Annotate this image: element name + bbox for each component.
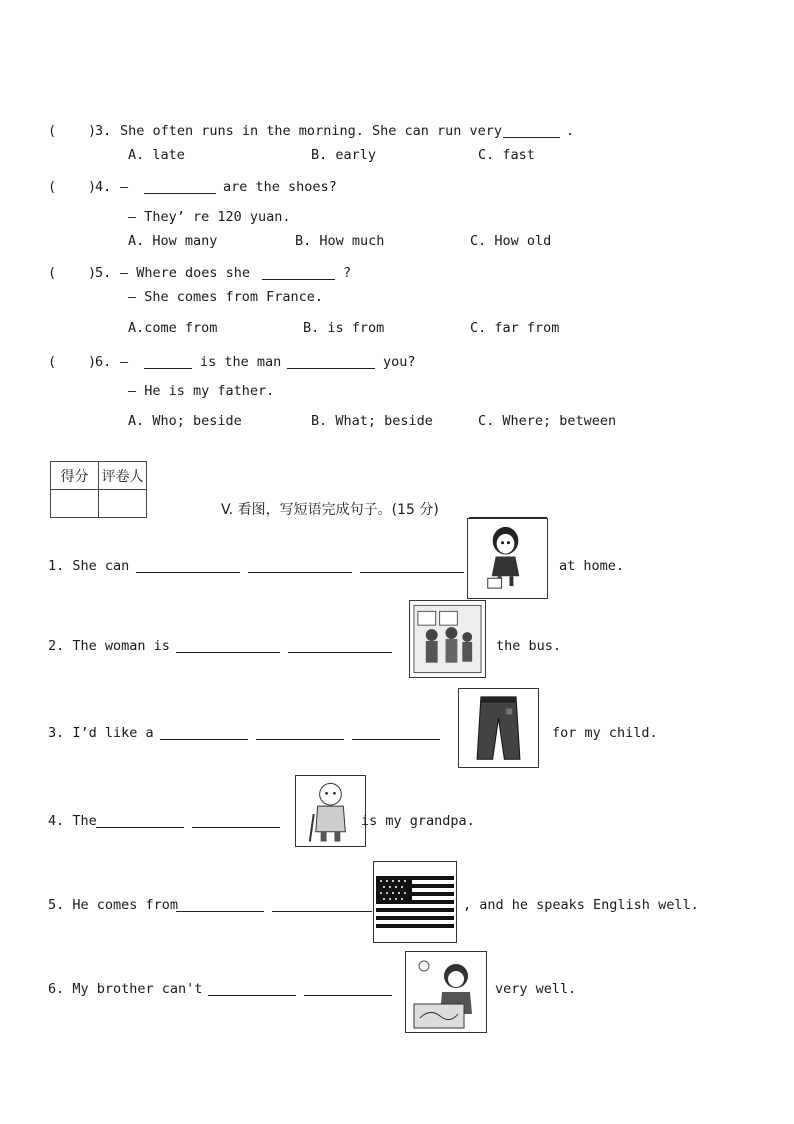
picture-question-prefix: 1. She can: [48, 558, 130, 574]
jeans-icon: [458, 688, 539, 768]
question-stem: — Where does she: [120, 265, 251, 281]
answer-paren-open: (: [48, 354, 57, 370]
picture-question-prefix: 2. The woman is: [48, 638, 170, 654]
girl-playing-icon: [467, 518, 548, 599]
option-a: A. Who; beside: [128, 413, 242, 429]
usa-flag-icon: [373, 861, 457, 943]
question-stem: are the shoes?: [223, 179, 337, 195]
answer-blank[interactable]: [287, 368, 375, 369]
answer-paren-close: ): [88, 354, 97, 370]
section-title: V. 看图，写短语完成句子。(15 分): [221, 502, 439, 518]
question-stem-end: you?: [383, 354, 416, 370]
answer-blank[interactable]: [248, 572, 352, 573]
answer-paren-close: ): [88, 179, 97, 195]
question-stem-end: ?: [343, 265, 352, 281]
answer-blank[interactable]: [352, 739, 440, 740]
answer-blank[interactable]: [288, 652, 392, 653]
answer-blank[interactable]: [192, 827, 280, 828]
question-number: 5.: [95, 265, 112, 281]
option-b: B. How much: [295, 233, 385, 249]
answer-blank[interactable]: [304, 995, 392, 996]
answer-blank[interactable]: [176, 911, 264, 912]
picture-question-suffix: at home.: [559, 558, 625, 574]
answer-blank[interactable]: [272, 911, 372, 912]
picture-question-suffix: is my grandpa.: [361, 813, 475, 829]
question-number: 4.: [95, 179, 112, 195]
answer-blank[interactable]: [144, 193, 216, 194]
picture-question-prefix: 6. My brother can't: [48, 981, 203, 997]
score-table: [50, 461, 147, 518]
answer-paren-close: ): [88, 123, 97, 139]
answer-blank[interactable]: [144, 368, 192, 369]
answer-blank[interactable]: [96, 827, 184, 828]
picture-question-prefix: 5. He comes from: [48, 897, 179, 913]
grader-cell[interactable]: [99, 490, 147, 518]
picture-question-prefix: 4. The: [48, 813, 97, 829]
option-c: C. fast: [478, 147, 535, 163]
option-a: A. late: [128, 147, 185, 163]
picture-question-suffix: , and he speaks English well.: [463, 897, 699, 913]
score-cell[interactable]: [51, 490, 99, 518]
answer-line: — She comes from France.: [128, 289, 324, 305]
question-number: 6.: [95, 354, 112, 370]
picture-question-suffix: for my child.: [552, 725, 658, 741]
option-c: C. Where; between: [478, 413, 617, 429]
answer-paren-close: ): [88, 265, 97, 281]
answer-blank[interactable]: [160, 739, 248, 740]
option-b: B. early: [311, 147, 377, 163]
people-on-bus-icon: [409, 600, 486, 678]
answer-paren-open: (: [48, 123, 57, 139]
picture-question-prefix: 3. I’d like a: [48, 725, 154, 741]
boy-drawing-icon: [405, 951, 487, 1033]
picture-question-suffix: very well.: [495, 981, 577, 997]
option-b: B. is from: [303, 320, 385, 336]
answer-blank[interactable]: [208, 995, 296, 996]
option-a: A.come from: [128, 320, 218, 336]
score-label: 得分: [51, 462, 99, 490]
question-stem: She often runs in the morning. She can run very: [120, 123, 503, 139]
answer-blank[interactable]: [360, 572, 464, 573]
answer-line: — They’ re 120 yuan.: [128, 209, 291, 225]
old-man-icon: [295, 775, 366, 847]
answer-blank[interactable]: [262, 279, 335, 280]
answer-blank[interactable]: [176, 652, 280, 653]
answer-paren-open: (: [48, 265, 57, 281]
picture-question-suffix: the bus.: [496, 638, 562, 654]
question-stem: is the man: [200, 354, 282, 370]
option-b: B. What; beside: [311, 413, 433, 429]
answer-paren-open: (: [48, 179, 57, 195]
option-c: C. How old: [470, 233, 552, 249]
option-a: A. How many: [128, 233, 218, 249]
option-c: C. far from: [470, 320, 560, 336]
grader-label: 评卷人: [99, 462, 147, 490]
question-stem: —: [120, 354, 137, 370]
question-stem: —: [120, 179, 137, 195]
answer-blank[interactable]: [256, 739, 344, 740]
answer-line: — He is my father.: [128, 383, 275, 399]
question-stem-end: .: [566, 123, 575, 139]
question-number: 3.: [95, 123, 112, 139]
answer-blank[interactable]: [503, 137, 560, 138]
answer-blank[interactable]: [136, 572, 240, 573]
